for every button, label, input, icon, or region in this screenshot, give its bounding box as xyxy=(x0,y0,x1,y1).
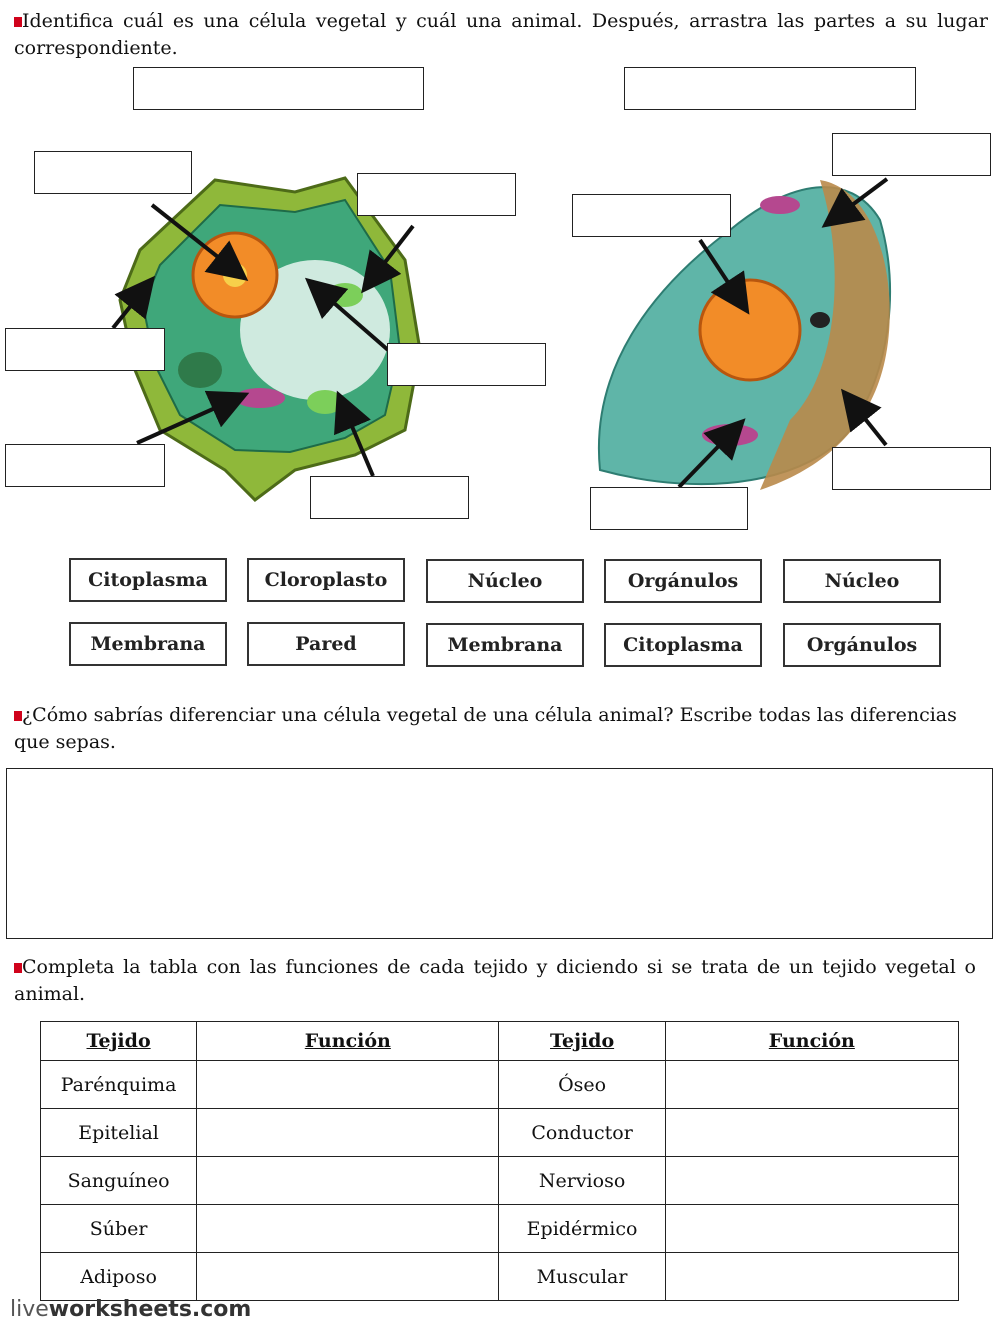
function-input[interactable] xyxy=(197,1108,502,1157)
question-3 xyxy=(14,954,976,1008)
function-cell[interactable] xyxy=(197,1061,499,1109)
animal-organelle-dropzone[interactable] xyxy=(590,487,748,530)
plant-cytoplasm-dropzone[interactable] xyxy=(5,444,165,487)
tissue-name: Nervioso xyxy=(499,1157,665,1205)
tissue-name: Parénquima xyxy=(41,1061,197,1109)
chip-pared[interactable]: Pared xyxy=(247,622,405,666)
arrow-plant-mito xyxy=(137,396,242,443)
arrow-plant-wall xyxy=(113,282,150,328)
question-2 xyxy=(14,702,976,756)
tissue-name: Conductor xyxy=(499,1109,665,1157)
arrow-animal-nucleus xyxy=(700,240,745,308)
chip-cloroplasto[interactable]: Cloroplasto xyxy=(247,558,405,602)
function-cell[interactable] xyxy=(197,1253,499,1301)
tissue-name: Súber xyxy=(41,1205,197,1253)
plant-membrane-dropzone[interactable] xyxy=(357,173,516,216)
function-input[interactable] xyxy=(197,1204,502,1253)
function-cell[interactable] xyxy=(665,1157,958,1205)
logo-suffix: worksheets.com xyxy=(48,1297,252,1322)
tissue-name: Adiposo xyxy=(41,1253,197,1301)
function-cell[interactable] xyxy=(665,1061,958,1109)
logo-prefix: live xyxy=(10,1297,49,1322)
bullet-icon xyxy=(14,963,22,973)
liveworksheets-logo xyxy=(10,1297,251,1322)
question-2-text: ¿Cómo sabrías diferenciar una célula vegetal de una célula animal? Escribe todas las diferencias que sepas. xyxy=(14,704,957,753)
table-row xyxy=(41,1061,959,1109)
chip-organulos[interactable]: Orgánulos xyxy=(604,559,762,603)
tissue-name: Epidérmico xyxy=(499,1205,665,1253)
differences-answer-field[interactable] xyxy=(6,768,993,939)
header-funcion-1: Función xyxy=(197,1022,499,1061)
function-cell[interactable] xyxy=(665,1205,958,1253)
header-tejido-1: Tejido xyxy=(41,1022,197,1061)
table-row xyxy=(41,1253,959,1301)
tissue-name: Óseo xyxy=(499,1061,665,1109)
chip-citoplasma-2[interactable]: Citoplasma xyxy=(604,623,762,667)
function-cell[interactable] xyxy=(197,1205,499,1253)
function-cell[interactable] xyxy=(665,1109,958,1157)
function-cell[interactable] xyxy=(197,1109,499,1157)
function-input[interactable] xyxy=(197,1060,502,1109)
chip-citoplasma[interactable]: Citoplasma xyxy=(69,558,227,602)
header-tejido-2: Tejido xyxy=(499,1022,665,1061)
function-input[interactable] xyxy=(666,1060,962,1109)
tissue-table xyxy=(40,1021,959,1301)
tissue-name: Muscular xyxy=(499,1253,665,1301)
question-1-text: Identifica cuál es una célula vegetal y cuál una animal. Después, arrastra las partes a su lugar correspondiente. xyxy=(14,10,988,59)
arrow-plant-membrane xyxy=(366,226,413,287)
arrow-plant-chloroplast xyxy=(340,398,373,476)
arrow-animal-membrane xyxy=(828,179,887,223)
function-input[interactable] xyxy=(666,1252,962,1301)
question-3-text: Completa la tabla con las funciones de cada tejido y diciendo si se trata de un tejido vegetal o animal. xyxy=(14,956,976,1005)
tissue-name: Epitelial xyxy=(41,1109,197,1157)
header-funcion-2: Función xyxy=(665,1022,958,1061)
chip-nucleo[interactable]: Núcleo xyxy=(426,559,584,603)
chip-organulos-2[interactable]: Orgánulos xyxy=(783,623,941,667)
animal-membrane-dropzone[interactable] xyxy=(832,133,991,176)
arrow-plant-organelle xyxy=(311,283,388,350)
table-row xyxy=(41,1205,959,1253)
function-input[interactable] xyxy=(197,1252,502,1301)
plant-nucleus-dropzone[interactable] xyxy=(34,151,192,194)
tissue-name: Sanguíneo xyxy=(41,1157,197,1205)
function-input[interactable] xyxy=(666,1156,962,1205)
animal-nucleus-dropzone[interactable] xyxy=(572,194,731,237)
function-input[interactable] xyxy=(666,1204,962,1253)
plant-chloroplast-dropzone[interactable] xyxy=(310,476,469,519)
table-row xyxy=(41,1109,959,1157)
function-cell[interactable] xyxy=(665,1253,958,1301)
table-header-row xyxy=(41,1022,959,1061)
table-row xyxy=(41,1157,959,1205)
function-input[interactable] xyxy=(197,1156,502,1205)
animal-cytoplasm-dropzone[interactable] xyxy=(832,447,991,490)
arrow-animal-cyto xyxy=(846,395,886,445)
function-cell[interactable] xyxy=(197,1157,499,1205)
arrow-animal-mito xyxy=(679,424,740,487)
chip-membrana-2[interactable]: Membrana xyxy=(426,623,584,667)
plant-wall-dropzone[interactable] xyxy=(5,328,165,371)
function-input[interactable] xyxy=(666,1108,962,1157)
plant-organelle-dropzone[interactable] xyxy=(387,343,546,386)
bullet-icon xyxy=(14,711,22,721)
chip-nucleo-2[interactable]: Núcleo xyxy=(783,559,941,603)
chip-membrana[interactable]: Membrana xyxy=(69,622,227,666)
arrow-plant-nucleus xyxy=(152,205,242,276)
